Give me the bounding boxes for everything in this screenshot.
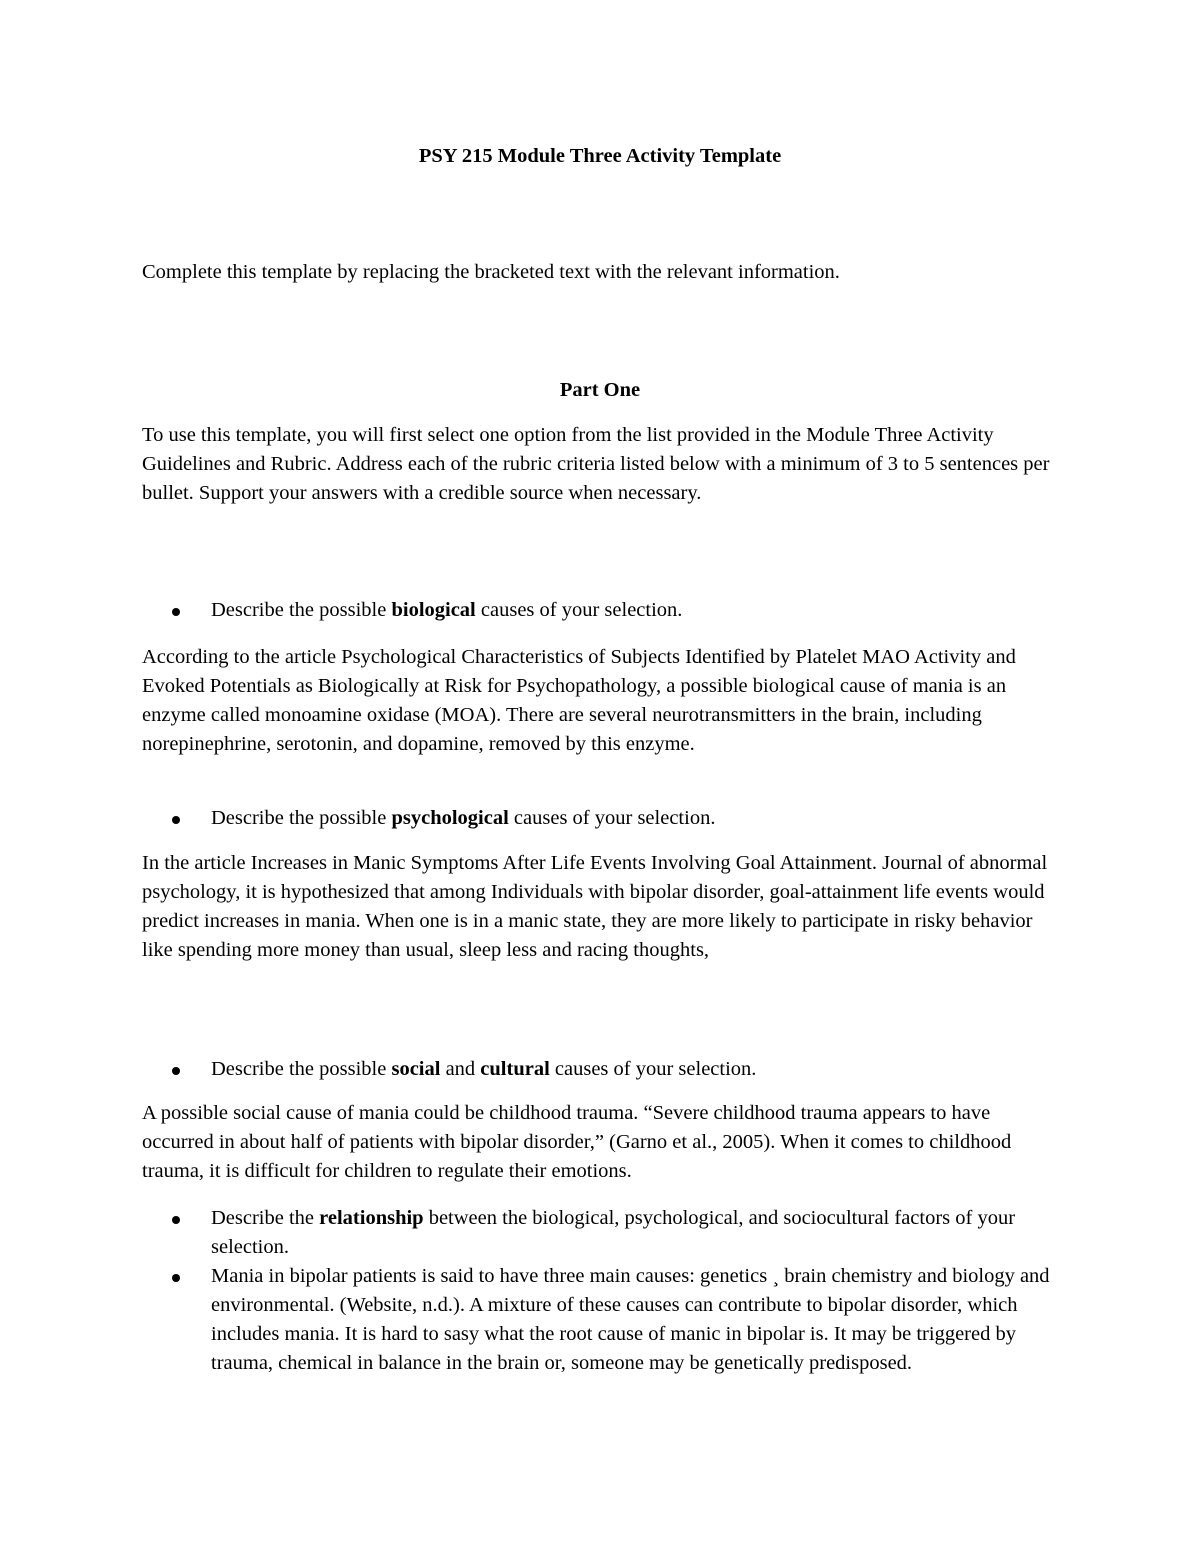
- bullet-dot-icon: [172, 1274, 180, 1282]
- answer-social: A possible social cause of mania could be childhood trauma. “Severe childhood trauma appears to have occurred in about half of patients with bipolar disorder,” (Garno et al., 2005). When it comes to childhood trauma, it is difficult for children to regulate their emotions.: [142, 1102, 1012, 1182]
- intro-paragraph: To use this template, you will first select one option from the list provided in the Module Three Activity Guidelines and Rubric. Address each of the rubric criteria listed below with a minimum of 3 to 5 sentences per bullet. Support your answers with a credible source when necessary.: [142, 424, 1050, 504]
- bullet-dot-icon: [172, 1216, 180, 1224]
- bullet-mania-text: Mania in bipolar patients is said to have three main causes: genetics ¸ brain chemistry and biology and environmental. (Website, n.d.). A mixture of these causes can contribute to bipolar disorder, which includes mania. It is hard to sasy what the root cause of manic in bipolar is. It may be triggered by trauma, chemical in balance in the brain or, someone may be genetically predisposed.: [211, 1265, 1050, 1374]
- bullet-biological: [172, 596, 1062, 625]
- bullet-psychological: [172, 804, 1062, 833]
- page-title: PSY 215 Module Three Activity Template: [418, 145, 782, 167]
- bullet-biological-text: Describe the possible biological causes of your selection.: [211, 599, 683, 621]
- bullet-social-text: Describe the possible social and cultural causes of your selection.: [211, 1058, 757, 1080]
- instructions-text: Complete this template by replacing the bracketed text with the relevant information.: [142, 261, 840, 283]
- answer-biological: According to the article Psychological Characteristics of Subjects Identified by Platelet MAO Activity and Evoked Potentials as Biologically at Risk for Psychopathology, a possible biological cause of mania is an enzyme called monoamine oxidase (MOA). There are several neurotransmitters in the brain, including norepinephrine, serotonin, and dopamine, removed by this enzyme.: [142, 646, 1016, 755]
- bullet-dot-icon: [172, 816, 180, 824]
- bullet-relationship: [172, 1204, 1062, 1262]
- bullet-dot-icon: [172, 608, 180, 616]
- bullet-psychological-text: Describe the possible psychological causes of your selection.: [211, 807, 716, 829]
- bullet-mania: [172, 1262, 1062, 1407]
- answer-psychological: In the article Increases in Manic Symptoms After Life Events Involving Goal Attainment. Journal of abnormal psychology, it is hypothesized that among Individuals with bipolar disorder, goal-attainment life events would predict increases in mania. When one is in a manic state, they are more likely to participate in risky behavior like spending more money than usual, sleep less and racing thoughts,: [142, 852, 1048, 961]
- bullet-relationship-text: Describe the relationship between the biological, psychological, and sociocultural factors of your selection.: [211, 1207, 1016, 1258]
- bullet-social-cultural: [172, 1055, 1062, 1084]
- part-heading: Part One: [559, 379, 641, 401]
- bullet-dot-icon: [172, 1067, 180, 1075]
